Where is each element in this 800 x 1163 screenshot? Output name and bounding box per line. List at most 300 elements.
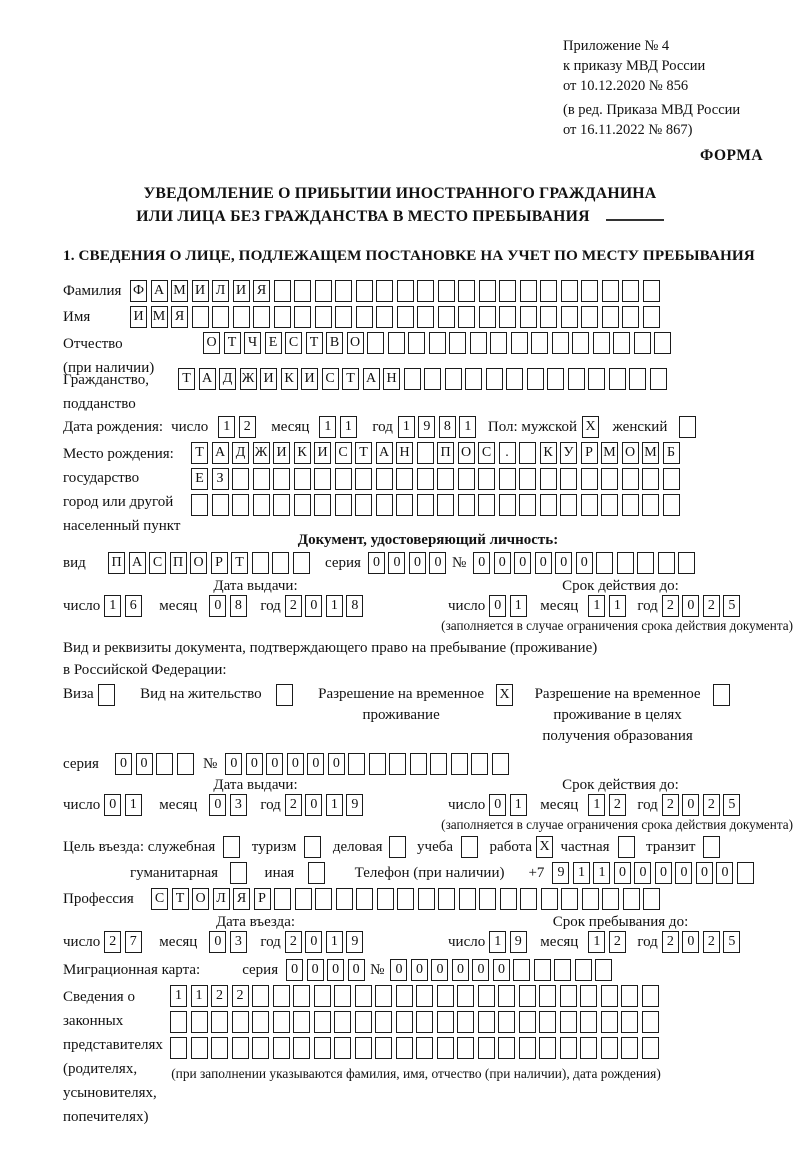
representatives-row-3-cell-11[interactable] [396,1037,413,1059]
residence-valid-year-cell-0[interactable]: 2 [662,794,679,816]
migration-number-field-cell-7[interactable] [534,959,551,981]
representatives-row-3-cell-7[interactable] [314,1037,331,1059]
residence-series-field-cell-3[interactable] [177,753,194,775]
identity-kind-field-cell-8[interactable] [272,552,289,574]
identity-number-field-cell-4[interactable]: 0 [555,552,572,574]
name-field-cell-14[interactable] [417,306,434,328]
identity-number-field-cell-6[interactable] [596,552,613,574]
purpose-private-checkbox[interactable] [618,836,639,858]
phone-field-cell-4[interactable]: 0 [634,862,651,884]
profession-field-cell-16[interactable] [479,888,496,910]
surname-field-cell-15[interactable] [438,280,455,302]
representatives-row-2-cell-11[interactable] [396,1011,413,1033]
birthplace-row-3-cell-2[interactable] [232,494,249,516]
patronymic-field-cell-14[interactable] [490,332,507,354]
birthplace-row-1-cell-8[interactable]: Т [355,442,372,464]
identity-kind-field-cell-1[interactable]: А [129,552,146,574]
birthplace-row-1-cell-1[interactable]: А [212,442,229,464]
surname-field-cell-13[interactable] [397,280,414,302]
residence-permit-checkbox-cell-0[interactable] [276,684,293,706]
surname-field-cell-9[interactable] [315,280,332,302]
identity-number-field-cell-8[interactable] [637,552,654,574]
stay-month[interactable] [588,931,629,953]
phone-field-cell-3[interactable]: 0 [614,862,631,884]
name-field-cell-19[interactable] [520,306,537,328]
residence-issue-month[interactable] [209,794,250,816]
entry-day-cell-1[interactable]: 7 [125,931,142,953]
birthplace-row-1-cell-21[interactable]: О [622,442,639,464]
representatives-row-3-cell-6[interactable] [293,1037,310,1059]
birth-day-field-cell-0[interactable]: 1 [218,416,235,438]
representatives-row-3-cell-10[interactable] [375,1037,392,1059]
representatives-row-2-cell-18[interactable] [539,1011,556,1033]
edu-residence-checkbox-cell-0[interactable] [713,684,730,706]
identity-issue-month-cell-0[interactable]: 0 [209,595,226,617]
profession-field-cell-7[interactable] [295,888,312,910]
patronymic-field-cell-15[interactable] [511,332,528,354]
representatives-row-1-cell-13[interactable] [437,985,454,1007]
residence-issue-year-cell-2[interactable]: 1 [326,794,343,816]
entry-month-cell-1[interactable]: 3 [230,931,247,953]
representatives-row-1-cell-8[interactable] [334,985,351,1007]
sex-male-checkbox-cell-0[interactable]: X [582,416,599,438]
identity-number-field-cell-7[interactable] [617,552,634,574]
residence-issue-day[interactable] [104,794,145,816]
birthplace-row-2-cell-20[interactable] [601,468,618,490]
citizenship-field-cell-15[interactable] [486,368,503,390]
stay-year[interactable] [662,931,744,953]
representatives-row-2-cell-14[interactable] [457,1011,474,1033]
purpose-work-checkbox-cell-0[interactable]: X [536,836,553,858]
birthplace-row-3-cell-0[interactable] [191,494,208,516]
birthplace-row-2-cell-15[interactable] [499,468,516,490]
representatives-row-1-cell-22[interactable] [621,985,638,1007]
citizenship-field-cell-2[interactable]: Д [219,368,236,390]
profession-field-cell-15[interactable] [459,888,476,910]
citizenship-field-cell-10[interactable]: Н [383,368,400,390]
purpose-study-checkbox[interactable] [461,836,482,858]
migration-number-field-cell-5[interactable]: 0 [493,959,510,981]
residence-valid-month-cell-1[interactable]: 2 [609,794,626,816]
residence-valid-year-cell-3[interactable]: 5 [723,794,740,816]
stay-day[interactable] [489,931,530,953]
residence-issue-year-cell-1[interactable]: 0 [305,794,322,816]
identity-issue-year-cell-0[interactable]: 2 [285,595,302,617]
identity-issue-day-cell-1[interactable]: 6 [125,595,142,617]
representatives-row-3-cell-3[interactable] [232,1037,249,1059]
surname-field-cell-22[interactable] [581,280,598,302]
birthplace-row-3-cell-3[interactable] [253,494,270,516]
citizenship-field-cell-5[interactable]: К [281,368,298,390]
name-field-cell-4[interactable] [212,306,229,328]
birthplace-row-2-cell-5[interactable] [294,468,311,490]
temp-residence-checkbox[interactable] [496,684,517,706]
identity-series-field[interactable] [368,552,450,574]
purpose-tourism-checkbox[interactable] [304,836,325,858]
patronymic-field-cell-16[interactable] [531,332,548,354]
patronymic-field-cell-13[interactable] [470,332,487,354]
birthplace-row-3-cell-21[interactable] [622,494,639,516]
name-field-cell-9[interactable] [315,306,332,328]
representatives-row-1-cell-11[interactable] [396,985,413,1007]
surname-field-cell-10[interactable] [335,280,352,302]
representatives-row-1-cell-20[interactable] [580,985,597,1007]
patronymic-field-cell-0[interactable]: О [203,332,220,354]
migration-number-field[interactable] [390,959,616,981]
representatives-row-2-cell-13[interactable] [437,1011,454,1033]
citizenship-field-cell-6[interactable]: И [301,368,318,390]
name-field-cell-2[interactable]: Я [171,306,188,328]
purpose-business-checkbox[interactable] [389,836,410,858]
identity-number-field-cell-10[interactable] [678,552,695,574]
birthplace-row-2-cell-10[interactable] [396,468,413,490]
birthplace-row-3-cell-18[interactable] [560,494,577,516]
profession-field-cell-24[interactable] [643,888,660,910]
citizenship-field-cell-22[interactable] [629,368,646,390]
migration-number-field-cell-8[interactable] [554,959,571,981]
purpose-study-checkbox-cell-0[interactable] [461,836,478,858]
identity-number-field-cell-1[interactable]: 0 [494,552,511,574]
identity-valid-year-cell-0[interactable]: 2 [662,595,679,617]
representatives-row-3-cell-0[interactable] [170,1037,187,1059]
residence-number-field-cell-4[interactable]: 0 [307,753,324,775]
birthplace-row-3-cell-5[interactable] [294,494,311,516]
residence-valid-year[interactable] [662,794,744,816]
residence-number-field-cell-1[interactable]: 0 [246,753,263,775]
identity-number-field[interactable] [473,552,699,574]
birthplace-row-1-cell-17[interactable]: К [540,442,557,464]
patronymic-field-cell-1[interactable]: Т [224,332,241,354]
profession-field-cell-11[interactable] [377,888,394,910]
representatives-row-2-cell-21[interactable] [601,1011,618,1033]
profession-field-cell-4[interactable]: Я [233,888,250,910]
patronymic-field-cell-17[interactable] [552,332,569,354]
identity-valid-day[interactable] [489,595,530,617]
representatives-row-3-cell-8[interactable] [334,1037,351,1059]
birthplace-row-2-cell-7[interactable] [335,468,352,490]
patronymic-field-cell-19[interactable] [593,332,610,354]
citizenship-field-cell-20[interactable] [588,368,605,390]
purpose-other-checkbox[interactable] [308,862,329,884]
temp-residence-checkbox-cell-0[interactable]: X [496,684,513,706]
identity-issue-month[interactable] [209,595,250,617]
name-field-cell-21[interactable] [561,306,578,328]
birthplace-row-3-cell-22[interactable] [642,494,659,516]
birth-year-field[interactable] [398,416,480,438]
representatives-row-3-cell-1[interactable] [191,1037,208,1059]
name-field-cell-17[interactable] [479,306,496,328]
surname-field-cell-17[interactable] [479,280,496,302]
name-field-cell-13[interactable] [397,306,414,328]
profession-field-cell-22[interactable] [602,888,619,910]
representatives-row-2-cell-8[interactable] [334,1011,351,1033]
purpose-transit-checkbox[interactable] [703,836,724,858]
representatives-row-3-cell-15[interactable] [478,1037,495,1059]
citizenship-field-cell-23[interactable] [650,368,667,390]
birthplace-row-3[interactable] [191,494,683,516]
name-field[interactable] [130,306,663,328]
migration-number-field-cell-4[interactable]: 0 [472,959,489,981]
representatives-row-2-cell-20[interactable] [580,1011,597,1033]
phone-field-cell-7[interactable]: 0 [696,862,713,884]
residence-number-field-cell-9[interactable] [410,753,427,775]
birthplace-row-3-cell-4[interactable] [273,494,290,516]
identity-series-field-cell-3[interactable]: 0 [429,552,446,574]
purpose-humanitarian-checkbox[interactable] [230,862,251,884]
representatives-row-1-cell-21[interactable] [601,985,618,1007]
birthplace-row-2-cell-2[interactable] [232,468,249,490]
surname-field-cell-11[interactable] [356,280,373,302]
surname-field-cell-0[interactable]: Ф [130,280,147,302]
migration-number-field-cell-2[interactable]: 0 [431,959,448,981]
surname-field-cell-2[interactable]: М [171,280,188,302]
residence-permit-checkbox[interactable] [276,684,297,706]
representatives-row-1-cell-6[interactable] [293,985,310,1007]
birth-year-field-cell-1[interactable]: 9 [418,416,435,438]
birth-month-field-cell-0[interactable]: 1 [319,416,336,438]
birthplace-row-2-cell-22[interactable] [642,468,659,490]
birthplace-row-1-cell-18[interactable]: У [560,442,577,464]
name-field-cell-11[interactable] [356,306,373,328]
birthplace-row-3-cell-20[interactable] [601,494,618,516]
birth-day-field-cell-1[interactable]: 2 [239,416,256,438]
representatives-row-1-cell-7[interactable] [314,985,331,1007]
migration-series-field-cell-1[interactable]: 0 [307,959,324,981]
citizenship-field-cell-7[interactable]: С [322,368,339,390]
name-field-cell-12[interactable] [376,306,393,328]
identity-valid-year[interactable] [662,595,744,617]
residence-number-field-cell-5[interactable]: 0 [328,753,345,775]
representatives-row-3[interactable] [170,1037,662,1059]
phone-field-cell-6[interactable]: 0 [675,862,692,884]
residence-valid-day-cell-0[interactable]: 0 [489,794,506,816]
sex-female-checkbox[interactable] [679,416,700,438]
purpose-private-checkbox-cell-0[interactable] [618,836,635,858]
identity-valid-day-cell-1[interactable]: 1 [510,595,527,617]
purpose-humanitarian-checkbox-cell-0[interactable] [230,862,247,884]
stay-month-cell-0[interactable]: 1 [588,931,605,953]
name-field-cell-1[interactable]: М [151,306,168,328]
representatives-row-3-cell-19[interactable] [560,1037,577,1059]
birthplace-row-3-cell-23[interactable] [663,494,680,516]
profession-field-cell-19[interactable] [541,888,558,910]
birthplace-row-3-cell-10[interactable] [396,494,413,516]
representatives-row-2-cell-4[interactable] [252,1011,269,1033]
birthplace-row-2-cell-4[interactable] [273,468,290,490]
visa-checkbox-cell-0[interactable] [98,684,115,706]
birthplace-row-2-cell-23[interactable] [663,468,680,490]
birthplace-row-3-cell-6[interactable] [314,494,331,516]
representatives-row-2-cell-7[interactable] [314,1011,331,1033]
visa-checkbox[interactable] [98,684,119,706]
profession-field-cell-14[interactable] [438,888,455,910]
name-field-cell-10[interactable] [335,306,352,328]
surname-field-cell-8[interactable] [294,280,311,302]
residence-series-field[interactable] [115,753,197,775]
identity-valid-day-cell-0[interactable]: 0 [489,595,506,617]
representatives-row-3-cell-18[interactable] [539,1037,556,1059]
surname-field-cell-25[interactable] [643,280,660,302]
residence-issue-month-cell-1[interactable]: 3 [230,794,247,816]
profession-field-cell-6[interactable] [274,888,291,910]
birthplace-row-3-cell-11[interactable] [417,494,434,516]
birthplace-row-1-cell-23[interactable]: Б [663,442,680,464]
entry-year[interactable] [285,931,367,953]
birthplace-row-1-cell-5[interactable]: К [294,442,311,464]
representatives-row-3-cell-13[interactable] [437,1037,454,1059]
patronymic-field-cell-2[interactable]: Ч [244,332,261,354]
representatives-row-1-cell-0[interactable]: 1 [170,985,187,1007]
identity-valid-month[interactable] [588,595,629,617]
representatives-row-3-cell-17[interactable] [519,1037,536,1059]
identity-valid-year-cell-2[interactable]: 2 [703,595,720,617]
birthplace-row-1-cell-2[interactable]: Д [232,442,249,464]
citizenship-field-cell-13[interactable] [445,368,462,390]
patronymic-field-cell-9[interactable] [388,332,405,354]
representatives-row-2-cell-5[interactable] [273,1011,290,1033]
representatives-row-3-cell-2[interactable] [211,1037,228,1059]
migration-series-field-cell-3[interactable]: 0 [348,959,365,981]
identity-issue-day[interactable] [104,595,145,617]
citizenship-field-cell-19[interactable] [568,368,585,390]
representatives-row-2-cell-19[interactable] [560,1011,577,1033]
birthplace-row-1-cell-20[interactable]: М [601,442,618,464]
representatives-row-2-cell-10[interactable] [375,1011,392,1033]
representatives-row-3-cell-21[interactable] [601,1037,618,1059]
birthplace-row-3-cell-1[interactable] [212,494,229,516]
patronymic-field-cell-22[interactable] [654,332,671,354]
entry-month[interactable] [209,931,250,953]
identity-series-field-cell-1[interactable]: 0 [388,552,405,574]
patronymic-field-cell-3[interactable]: Е [265,332,282,354]
phone-field-cell-9[interactable] [737,862,754,884]
birthplace-row-3-cell-15[interactable] [499,494,516,516]
identity-series-field-cell-0[interactable]: 0 [368,552,385,574]
citizenship-field-cell-1[interactable]: А [199,368,216,390]
identity-issue-day-cell-0[interactable]: 1 [104,595,121,617]
birthplace-row-2-cell-14[interactable] [478,468,495,490]
birthplace-row-1-cell-10[interactable]: Н [396,442,413,464]
patronymic-field-cell-10[interactable] [408,332,425,354]
phone-field-cell-8[interactable]: 0 [716,862,733,884]
birthplace-row-3-cell-16[interactable] [519,494,536,516]
representatives-row-3-cell-23[interactable] [642,1037,659,1059]
representatives-row-1-cell-14[interactable] [457,985,474,1007]
birthplace-row-2-cell-8[interactable] [355,468,372,490]
identity-issue-year-cell-3[interactable]: 8 [346,595,363,617]
birthplace-row-3-cell-12[interactable] [437,494,454,516]
birthplace-row-2-cell-19[interactable] [581,468,598,490]
purpose-official-checkbox[interactable] [223,836,244,858]
birth-month-field-cell-1[interactable]: 1 [340,416,357,438]
identity-kind-field-cell-3[interactable]: П [170,552,187,574]
patronymic-field[interactable] [203,332,675,354]
residence-series-field-cell-2[interactable] [156,753,173,775]
migration-number-field-cell-3[interactable]: 0 [452,959,469,981]
name-field-cell-7[interactable] [274,306,291,328]
residence-series-field-cell-1[interactable]: 0 [136,753,153,775]
entry-year-cell-1[interactable]: 0 [305,931,322,953]
birth-year-field-cell-2[interactable]: 8 [439,416,456,438]
patronymic-field-cell-20[interactable] [613,332,630,354]
migration-number-field-cell-6[interactable] [513,959,530,981]
residence-valid-day-cell-1[interactable]: 1 [510,794,527,816]
surname-field-cell-18[interactable] [499,280,516,302]
representatives-row-2-cell-12[interactable] [416,1011,433,1033]
birthplace-row-2-cell-1[interactable]: З [212,468,229,490]
stay-year-cell-2[interactable]: 2 [703,931,720,953]
patronymic-field-cell-7[interactable]: О [347,332,364,354]
sex-female-checkbox-cell-0[interactable] [679,416,696,438]
representatives-row-2-cell-23[interactable] [642,1011,659,1033]
representatives-row-2-cell-22[interactable] [621,1011,638,1033]
identity-number-field-cell-9[interactable] [658,552,675,574]
birthplace-row-3-cell-14[interactable] [478,494,495,516]
purpose-other-checkbox-cell-0[interactable] [308,862,325,884]
residence-series-field-cell-0[interactable]: 0 [115,753,132,775]
identity-issue-year-cell-2[interactable]: 1 [326,595,343,617]
citizenship-field-cell-4[interactable]: И [260,368,277,390]
migration-number-field-cell-0[interactable]: 0 [390,959,407,981]
residence-issue-month-cell-0[interactable]: 0 [209,794,226,816]
birthplace-row-1-cell-15[interactable]: . [499,442,516,464]
representatives-row-1-cell-4[interactable] [252,985,269,1007]
citizenship-field-cell-21[interactable] [609,368,626,390]
identity-issue-month-cell-1[interactable]: 8 [230,595,247,617]
representatives-row-2-cell-9[interactable] [355,1011,372,1033]
identity-number-field-cell-2[interactable]: 0 [514,552,531,574]
phone-field-cell-0[interactable]: 9 [552,862,569,884]
representatives-row-1-cell-23[interactable] [642,985,659,1007]
birthplace-row-1-cell-6[interactable]: И [314,442,331,464]
representatives-row-1-cell-19[interactable] [560,985,577,1007]
representatives-row-3-cell-20[interactable] [580,1037,597,1059]
birthplace-row-1-cell-11[interactable] [417,442,434,464]
birthplace-row-1-cell-16[interactable] [519,442,536,464]
birthplace-row-3-cell-7[interactable] [335,494,352,516]
identity-kind-field[interactable] [108,552,313,574]
citizenship-field[interactable] [178,368,670,390]
identity-kind-field-cell-9[interactable] [293,552,310,574]
citizenship-field-cell-12[interactable] [424,368,441,390]
birthplace-row-3-cell-9[interactable] [376,494,393,516]
purpose-official-checkbox-cell-0[interactable] [223,836,240,858]
representatives-row-1-cell-10[interactable] [375,985,392,1007]
representatives-row-1-cell-5[interactable] [273,985,290,1007]
birthplace-row-1-cell-9[interactable]: А [376,442,393,464]
profession-field-cell-1[interactable]: Т [172,888,189,910]
residence-number-field-cell-6[interactable] [348,753,365,775]
birth-year-field-cell-0[interactable]: 1 [398,416,415,438]
birthplace-row-2[interactable] [191,468,683,490]
residence-issue-day-cell-1[interactable]: 1 [125,794,142,816]
representatives-row-1-cell-15[interactable] [478,985,495,1007]
birthplace-row-3-cell-17[interactable] [540,494,557,516]
birthplace-row-2-cell-21[interactable] [622,468,639,490]
identity-kind-field-cell-2[interactable]: С [149,552,166,574]
entry-day-cell-0[interactable]: 2 [104,931,121,953]
name-field-cell-0[interactable]: И [130,306,147,328]
identity-kind-field-cell-4[interactable]: О [190,552,207,574]
birthplace-row-2-cell-18[interactable] [560,468,577,490]
residence-issue-year[interactable] [285,794,367,816]
stay-year-cell-1[interactable]: 0 [682,931,699,953]
birthplace-row-2-cell-3[interactable] [253,468,270,490]
identity-valid-month-cell-0[interactable]: 1 [588,595,605,617]
surname-field-cell-12[interactable] [376,280,393,302]
identity-number-field-cell-3[interactable]: 0 [535,552,552,574]
birthplace-row-1-cell-13[interactable]: О [458,442,475,464]
